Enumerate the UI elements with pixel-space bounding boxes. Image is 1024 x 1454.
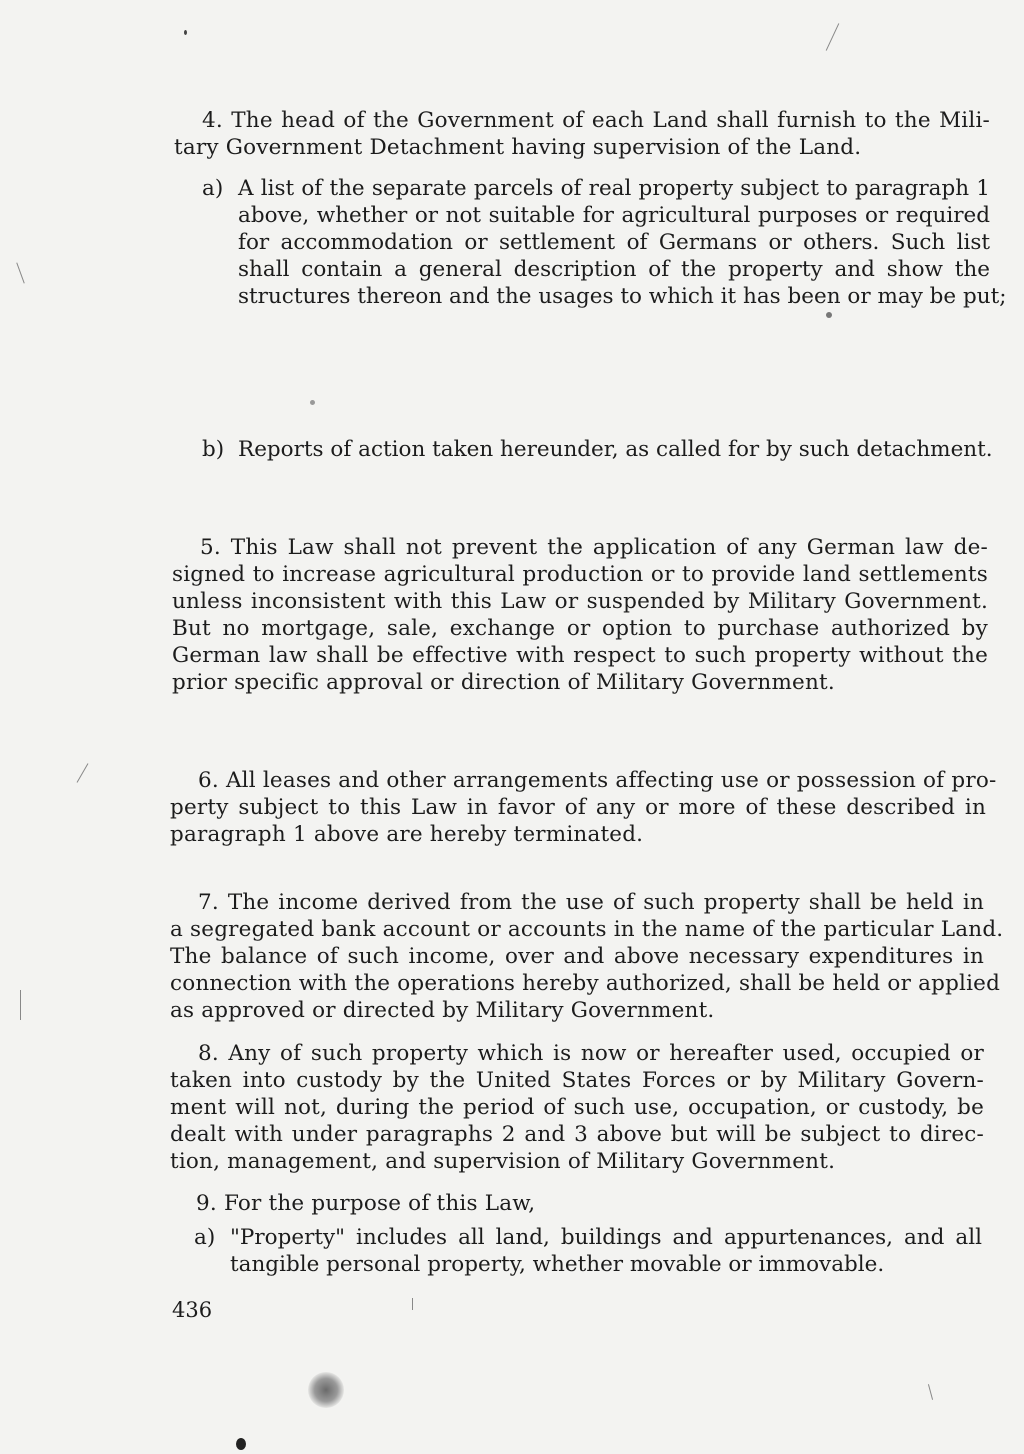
paragraph-9a-line-1: "Property" includes all land, buildings and appurtenances, and all (230, 1225, 982, 1250)
scan-speck (236, 1438, 246, 1450)
paragraph-7-line-3: The balance of such income, over and above necessary expenditures in (170, 944, 984, 969)
paragraph-4a-line-4: shall contain a general description of the property and show the (238, 257, 990, 282)
paragraph-7-line-4: connection with the operations hereby authorized, shall be held or applied (170, 971, 1001, 996)
paragraph-7-line-5: as approved or directed by Military Government. (170, 998, 715, 1023)
paragraph-5-line-3: unless inconsistent with this Law or suspended by Military Government. (172, 589, 988, 614)
paragraph-5-line-2: signed to increase agricultural production or to provide land settlements (172, 562, 988, 587)
paragraph-8-line-4: dealt with under paragraphs 2 and 3 above but will be subject to direc- (170, 1122, 984, 1147)
paragraph-9-line-1: 9. For the purpose of this Law, (196, 1191, 536, 1216)
paragraph-8-line-2: taken into custody by the United States Forces or by Military Govern- (170, 1068, 984, 1093)
paragraph-4a-marker: a) (202, 176, 224, 201)
scan-mark (928, 1384, 933, 1400)
paragraph-4a-line-3: for accommodation or settlement of Germans or others. Such list (238, 230, 990, 255)
paragraph-7-line-1: 7. The income derived from the use of such property shall be held in (198, 890, 984, 915)
paragraph-5-line-6: prior specific approval or direction of Military Government. (172, 670, 835, 695)
paragraph-6-line-2: perty subject to this Law in favor of any or more of these described in (170, 795, 986, 820)
paragraph-4a-line-2: above, whether or not suitable for agricultural purposes or required (238, 203, 990, 228)
scan-mark (826, 23, 840, 51)
paragraph-5-line-4: But no mortgage, sale, exchange or option to purchase authorized by (172, 616, 988, 641)
paragraph-8-line-5: tion, management, and supervision of Military Government. (170, 1149, 836, 1174)
paragraph-9a-line-2: tangible personal property, whether movable or immovable. (230, 1252, 885, 1277)
paragraph-4b-marker: b) (202, 437, 225, 462)
paragraph-6-line-3: paragraph 1 above are hereby terminated. (170, 822, 644, 847)
paragraph-4a-line-1: A list of the separate parcels of real property subject to paragraph 1 (238, 176, 990, 201)
paragraph-4a-line-5: structures thereon and the usages to which it has been or may be put; (238, 284, 1007, 309)
paragraph-6 (170, 767, 997, 848)
paragraph-8 (170, 1040, 984, 1175)
scan-speck (184, 30, 187, 35)
scan-speck (310, 400, 315, 405)
paragraph-5-line-5: German law shall be effective with respect to such property without the (172, 643, 988, 668)
paragraph-5-line-1: 5. This Law shall not prevent the application of any German law de- (200, 535, 988, 560)
paragraph-8-line-1: 8. Any of such property which is now or hereafter used, occupied or (198, 1041, 984, 1066)
paragraph-6-line-1: 6. All leases and other arrangements affecting use or possession of pro- (198, 768, 997, 793)
paragraph-5 (172, 534, 988, 696)
paragraph-8-line-3: ment will not, during the period of such use, occupation, or custody, be (170, 1095, 984, 1120)
paragraph-9a-marker: a) (194, 1225, 216, 1250)
scan-speck (826, 312, 832, 318)
page-number: 436 (172, 1298, 213, 1322)
scan-mark (412, 1298, 413, 1310)
paragraph-4-line-2: tary Government Detachment having supervision of the Land. (174, 135, 862, 160)
paragraph-7 (170, 889, 1004, 1024)
scan-mark (77, 763, 89, 783)
paragraph-4 (174, 107, 990, 161)
scan-mark (16, 262, 24, 283)
paragraph-4-line-1: 4. The head of the Government of each Land shall furnish to the Mili- (202, 108, 990, 133)
paragraph-4b-line-1: Reports of action taken hereunder, as called for by such detachment. (238, 437, 993, 462)
paragraph-9 (196, 1190, 696, 1217)
scan-mark (20, 990, 21, 1020)
paragraph-7-line-2: a segregated bank account or accounts in the name of the particular Land. (170, 917, 1004, 942)
scan-stain (308, 1372, 344, 1408)
